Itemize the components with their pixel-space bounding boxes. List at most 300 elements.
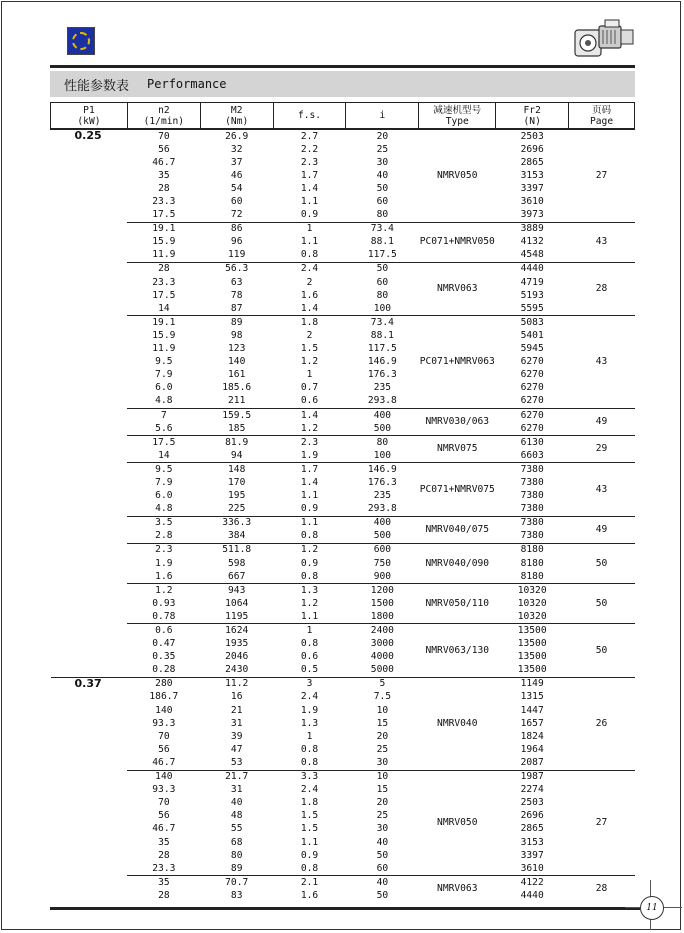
ratio-cell: 3000 [370, 638, 394, 650]
fs-cell: 1.9 [300, 449, 319, 461]
n2-cell: 2.3 [127, 543, 200, 557]
ratio-cell: 500 [373, 422, 392, 434]
m2-cell: 2046 [225, 651, 249, 663]
n2-cell: 7.9 [155, 369, 173, 381]
table-row [51, 249, 635, 263]
table-row [51, 276, 635, 289]
ratio-cell: 30 [376, 756, 389, 768]
page-cell: 27 [569, 770, 635, 876]
fs-cell: 0.8 [300, 756, 319, 768]
fr2-cell: 7380 [520, 476, 544, 488]
table-body [51, 129, 635, 902]
ratio-cell: 100 [373, 449, 392, 461]
footer-rule [50, 907, 640, 910]
power-value: 0.25 [51, 129, 128, 677]
fs-cell: 2.3 [300, 156, 319, 168]
ratio-cell: 40 [376, 169, 389, 181]
table-row [51, 584, 635, 598]
ratio-cell: 15 [376, 784, 389, 796]
m2-cell: 2430 [225, 664, 249, 676]
fr2-cell: 2503 [520, 797, 544, 809]
fr2-cell: 3610 [520, 862, 544, 874]
fs-cell: 1.9 [300, 704, 319, 716]
ratio-cell: 50 [346, 262, 419, 276]
ratio-cell: 40 [346, 876, 419, 890]
table-row [51, 129, 635, 143]
table-row [51, 476, 635, 489]
type-cell: NMRV040/090 [419, 543, 496, 583]
n2-cell: 7 [127, 408, 200, 422]
ratio-cell: 600 [346, 543, 419, 557]
fr2-cell: 4122 [496, 876, 569, 890]
table-row [51, 889, 635, 902]
fr2-cell: 1657 [520, 717, 544, 729]
fs-cell: 0.6 [300, 395, 319, 407]
table-row [51, 677, 635, 691]
n2-cell: 140 [127, 770, 200, 784]
fr2-cell: 8180 [520, 557, 544, 569]
m2-cell: 140 [228, 356, 246, 368]
ratio-cell: 60 [376, 862, 389, 874]
n2-cell: 46.7 [152, 756, 176, 768]
type-cell: NMRV050 [419, 770, 496, 876]
m2-cell: 32 [230, 143, 243, 155]
table-row [51, 691, 635, 704]
fs-cell: 1.4 [300, 182, 319, 194]
fr2-cell: 13500 [496, 624, 569, 638]
fr2-cell: 4132 [520, 236, 544, 248]
table-row [51, 156, 635, 169]
n2-cell: 23.3 [152, 862, 176, 874]
company-logo [67, 27, 95, 55]
n2-cell: 28 [127, 262, 200, 276]
fr2-cell: 1447 [520, 704, 544, 716]
m2-cell: 943 [200, 584, 273, 598]
type-cell: PC071+NMRV063 [419, 316, 496, 409]
fs-cell: 0.7 [300, 382, 319, 394]
m2-cell: 119 [228, 249, 246, 261]
m2-cell: 185.6 [222, 382, 252, 394]
page-cell: 50 [569, 624, 635, 677]
fr2-cell: 2696 [520, 143, 544, 155]
fr2-cell: 2865 [520, 823, 544, 835]
m2-cell: 40 [230, 797, 243, 809]
fs-cell: 2.4 [300, 691, 319, 703]
fr2-cell: 3397 [520, 182, 544, 194]
fs-cell: 0.9 [300, 557, 319, 569]
n2-cell: 28 [158, 182, 170, 194]
fs-cell: 2.2 [300, 143, 319, 155]
n2-cell: 0.78 [152, 610, 176, 622]
table-row [51, 651, 635, 664]
m2-cell: 31 [230, 784, 243, 796]
ratio-cell: 20 [376, 730, 389, 742]
ratio-cell: 235 [373, 490, 392, 502]
m2-cell: 123 [228, 343, 246, 355]
table-header-row [51, 103, 635, 130]
page-cell: 28 [569, 876, 635, 903]
page-cell: 28 [569, 262, 635, 315]
m2-cell: 31 [230, 717, 243, 729]
ratio-cell: 5 [346, 677, 419, 691]
fs-cell: 1.1 [300, 196, 319, 208]
ratio-cell: 50 [376, 849, 389, 861]
fs-cell: 2.1 [273, 876, 346, 890]
fs-cell: 0.8 [300, 570, 319, 582]
fs-cell: 2 [306, 276, 313, 288]
ratio-cell: 50 [376, 182, 389, 194]
m2-cell: 96 [230, 236, 243, 248]
ratio-cell: 293.8 [367, 395, 397, 407]
fs-cell: 1.1 [300, 236, 319, 248]
fs-cell: 1.1 [300, 836, 319, 848]
page-cell: 43 [569, 222, 635, 262]
ratio-cell: 235 [373, 382, 392, 394]
ratio-cell: 146.9 [367, 356, 397, 368]
fs-cell: 1.7 [300, 169, 319, 181]
fr2-cell: 7380 [520, 490, 544, 502]
fr2-cell: 6270 [520, 382, 544, 394]
n2-cell: 70 [127, 129, 200, 143]
table-row [51, 597, 635, 610]
fs-cell: 1.2 [300, 356, 319, 368]
ratio-cell: 30 [376, 156, 389, 168]
type-cell: NMRV063/130 [419, 624, 496, 677]
fs-cell: 1.2 [273, 543, 346, 557]
m2-cell: 39 [230, 730, 243, 742]
n2-cell: 23.3 [152, 196, 176, 208]
table-row [51, 849, 635, 862]
m2-cell: 667 [228, 570, 246, 582]
fs-cell: 0.9 [300, 209, 319, 221]
ratio-cell: 1500 [370, 597, 394, 609]
m2-cell: 55 [230, 823, 243, 835]
ratio-cell: 7.5 [373, 691, 392, 703]
fs-cell: 1.5 [300, 810, 319, 822]
fr2-cell: 13500 [517, 651, 547, 663]
table-row [51, 717, 635, 730]
fr2-cell: 3153 [520, 169, 544, 181]
type-cell: NMRV040 [419, 677, 496, 770]
m2-cell: 56.3 [200, 262, 273, 276]
fs-cell: 3.3 [273, 770, 346, 784]
n2-cell: 15.9 [152, 236, 176, 248]
fs-cell: 2.7 [273, 129, 346, 143]
table-row [51, 862, 635, 876]
m2-cell: 70.7 [200, 876, 273, 890]
type-cell: NMRV030/063 [419, 408, 496, 435]
m2-cell: 26.9 [200, 129, 273, 143]
fs-cell: 1.1 [273, 516, 346, 530]
n2-cell: 4.8 [155, 503, 173, 515]
fr2-cell: 6270 [520, 422, 544, 434]
fs-cell: 2 [306, 329, 313, 341]
table-row [51, 195, 635, 208]
m2-cell: 11.2 [200, 677, 273, 691]
m2-cell: 83 [230, 889, 243, 901]
col-header-ratio: i [346, 103, 419, 130]
n2-cell: 56 [158, 143, 170, 155]
fr2-cell: 3610 [520, 196, 544, 208]
fs-cell: 1.5 [300, 343, 319, 355]
m2-cell: 21 [230, 704, 243, 716]
fr2-cell: 1824 [520, 730, 544, 742]
fr2-cell: 7380 [520, 503, 544, 515]
n2-cell: 14 [158, 302, 170, 314]
col-header-fs: f.s. [273, 103, 346, 130]
table-row [51, 408, 635, 422]
fr2-cell: 2696 [520, 810, 544, 822]
fr2-cell: 6270 [520, 369, 544, 381]
fr2-cell: 6270 [496, 408, 569, 422]
n2-cell: 35 [127, 876, 200, 890]
m2-cell: 195 [228, 490, 246, 502]
fs-cell: 0.8 [300, 743, 319, 755]
ratio-cell: 73.4 [346, 316, 419, 330]
table-row [51, 836, 635, 849]
power-value: 0.37 [51, 677, 128, 902]
table-row [51, 302, 635, 316]
ratio-cell: 293.8 [367, 503, 397, 515]
fr2-cell: 10320 [517, 597, 547, 609]
n2-cell: 35 [158, 169, 170, 181]
fs-cell: 1.2 [300, 597, 319, 609]
fs-cell: 2.4 [300, 784, 319, 796]
ratio-cell: 400 [346, 516, 419, 530]
col-header-fr2: Fr2 (N) [496, 103, 569, 130]
fs-cell: 1.4 [273, 408, 346, 422]
m2-cell: 170 [228, 476, 246, 488]
ratio-cell: 50 [376, 889, 389, 901]
table-row [51, 289, 635, 302]
fs-cell: 0.9 [300, 503, 319, 515]
m2-cell: 46 [230, 169, 243, 181]
m2-cell: 1064 [225, 597, 249, 609]
col-header-m2: M2 (Nm) [200, 103, 273, 130]
fs-cell: 0.8 [300, 862, 319, 874]
fr2-cell: 6270 [520, 356, 544, 368]
fs-cell: 1.1 [300, 610, 319, 622]
n2-cell: 56 [158, 810, 170, 822]
ratio-cell: 25 [376, 810, 389, 822]
n2-cell: 23.3 [152, 276, 176, 288]
ratio-cell: 60 [376, 196, 389, 208]
fr2-cell: 2087 [520, 756, 544, 768]
n2-cell: 17.5 [127, 436, 200, 450]
table-row [51, 436, 635, 450]
table-row [51, 369, 635, 382]
m2-cell: 89 [230, 862, 243, 874]
m2-cell: 87 [230, 302, 243, 314]
ratio-cell: 20 [346, 129, 419, 143]
m2-cell: 86 [200, 222, 273, 236]
table-row [51, 730, 635, 743]
n2-cell: 0.6 [127, 624, 200, 638]
table-row [51, 316, 635, 330]
table-row [51, 490, 635, 503]
page-cell: 43 [569, 463, 635, 516]
gear-motor-illustration [573, 16, 635, 62]
table-row [51, 356, 635, 369]
table-row [51, 143, 635, 156]
m2-cell: 598 [228, 557, 246, 569]
n2-cell: 46.7 [152, 823, 176, 835]
m2-cell: 72 [230, 209, 243, 221]
ratio-cell: 2400 [346, 624, 419, 638]
m2-cell: 185 [228, 422, 246, 434]
fs-cell: 0.5 [300, 664, 319, 676]
type-cell: NMRV063 [419, 262, 496, 315]
type-cell: NMRV040/075 [419, 516, 496, 543]
m2-cell: 211 [228, 395, 246, 407]
ratio-cell: 25 [376, 743, 389, 755]
n2-cell: 0.47 [152, 638, 176, 650]
table-row [51, 382, 635, 395]
ratio-cell: 900 [373, 570, 392, 582]
fr2-cell: 2503 [496, 129, 569, 143]
n2-cell: 93.3 [152, 717, 176, 729]
n2-cell: 11.9 [152, 249, 176, 261]
m2-cell: 98 [230, 329, 243, 341]
n2-cell: 2.8 [155, 530, 173, 542]
fr2-cell: 3889 [496, 222, 569, 236]
fr2-cell: 4440 [496, 262, 569, 276]
n2-cell: 9.5 [127, 463, 200, 477]
fr2-cell: 1149 [496, 677, 569, 691]
fr2-cell: 4548 [520, 249, 544, 261]
fs-cell: 2.3 [273, 436, 346, 450]
n2-cell: 0.28 [152, 664, 176, 676]
ratio-cell: 15 [376, 717, 389, 729]
n2-cell: 56 [158, 743, 170, 755]
n2-cell: 3.5 [127, 516, 200, 530]
n2-cell: 17.5 [152, 209, 176, 221]
fr2-cell: 2274 [520, 784, 544, 796]
m2-cell: 16 [230, 691, 243, 703]
n2-cell: 4.8 [155, 395, 173, 407]
fr2-cell: 5595 [520, 302, 544, 314]
page-cell: 49 [569, 408, 635, 435]
m2-cell: 225 [228, 503, 246, 515]
n2-cell: 5.6 [155, 422, 173, 434]
table-row [51, 262, 635, 276]
fs-cell: 1.5 [300, 823, 319, 835]
n2-cell: 186.7 [149, 691, 179, 703]
ratio-cell: 117.5 [367, 249, 397, 261]
fs-cell: 1 [306, 369, 313, 381]
fr2-cell: 5401 [520, 329, 544, 341]
table-row [51, 503, 635, 517]
fr2-cell: 5083 [496, 316, 569, 330]
table-row [51, 329, 635, 342]
fs-cell: 1.1 [300, 490, 319, 502]
table-row [51, 395, 635, 409]
table-row [51, 222, 635, 236]
page-cell: 49 [569, 516, 635, 543]
header-rule [50, 65, 635, 68]
page-cell: 50 [569, 543, 635, 583]
table-row [51, 624, 635, 638]
fs-cell: 1.4 [300, 302, 319, 314]
table-row [51, 182, 635, 195]
fs-cell: 1.3 [273, 584, 346, 598]
fr2-cell: 1964 [520, 743, 544, 755]
ratio-cell: 100 [373, 302, 392, 314]
table-row [51, 664, 635, 678]
table-row [51, 557, 635, 570]
fs-cell: 1.3 [300, 717, 319, 729]
m2-cell: 53 [230, 756, 243, 768]
n2-cell: 19.1 [127, 316, 200, 330]
fs-cell: 1.6 [300, 889, 319, 901]
m2-cell: 37 [230, 156, 243, 168]
n2-cell: 46.7 [152, 156, 176, 168]
n2-cell: 15.9 [152, 329, 176, 341]
ratio-cell: 5000 [370, 664, 394, 676]
fs-cell: 0.8 [300, 638, 319, 650]
m2-cell: 1195 [225, 610, 249, 622]
table-row [51, 422, 635, 436]
fs-cell: 1 [273, 222, 346, 236]
table-row [51, 743, 635, 756]
n2-cell: 28 [158, 889, 170, 901]
m2-cell: 511.8 [200, 543, 273, 557]
fr2-cell: 4440 [520, 889, 544, 901]
n2-cell: 0.93 [152, 597, 176, 609]
fr2-cell: 3973 [520, 209, 544, 221]
page-cell: 26 [569, 677, 635, 770]
ratio-cell: 40 [376, 836, 389, 848]
table-row [51, 704, 635, 717]
table-row [51, 770, 635, 784]
fr2-cell: 5945 [520, 343, 544, 355]
fr2-cell: 2865 [520, 156, 544, 168]
ratio-cell: 88.1 [370, 329, 394, 341]
ratio-cell: 88.1 [370, 236, 394, 248]
fs-cell: 1.8 [273, 316, 346, 330]
fr2-cell: 7380 [496, 516, 569, 530]
ratio-cell: 80 [346, 436, 419, 450]
section-title-cn: 性能参数表 [64, 78, 130, 94]
m2-cell: 161 [228, 369, 246, 381]
fr2-cell: 6603 [520, 449, 544, 461]
table-row [51, 543, 635, 557]
ratio-cell: 750 [373, 557, 392, 569]
ratio-cell: 1200 [346, 584, 419, 598]
col-header-page: 页码 Page [569, 103, 635, 130]
fs-cell: 0.9 [300, 849, 319, 861]
n2-cell: 280 [127, 677, 200, 691]
type-cell: PC071+NMRV075 [419, 463, 496, 516]
fr2-cell: 10320 [517, 610, 547, 622]
table-row [51, 343, 635, 356]
fs-cell: 1.7 [273, 463, 346, 477]
n2-cell: 140 [155, 704, 173, 716]
m2-cell: 48 [230, 810, 243, 822]
page-cell: 29 [569, 436, 635, 463]
m2-cell: 148 [200, 463, 273, 477]
m2-cell: 94 [230, 449, 243, 461]
table-row [51, 209, 635, 223]
fs-cell: 1.4 [300, 476, 319, 488]
table-row [51, 530, 635, 544]
fs-cell: 0.8 [300, 530, 319, 542]
table-row [51, 236, 635, 249]
ratio-cell: 80 [376, 289, 389, 301]
m2-cell: 384 [228, 530, 246, 542]
n2-cell: 9.5 [155, 356, 173, 368]
fr2-cell: 1315 [520, 691, 544, 703]
